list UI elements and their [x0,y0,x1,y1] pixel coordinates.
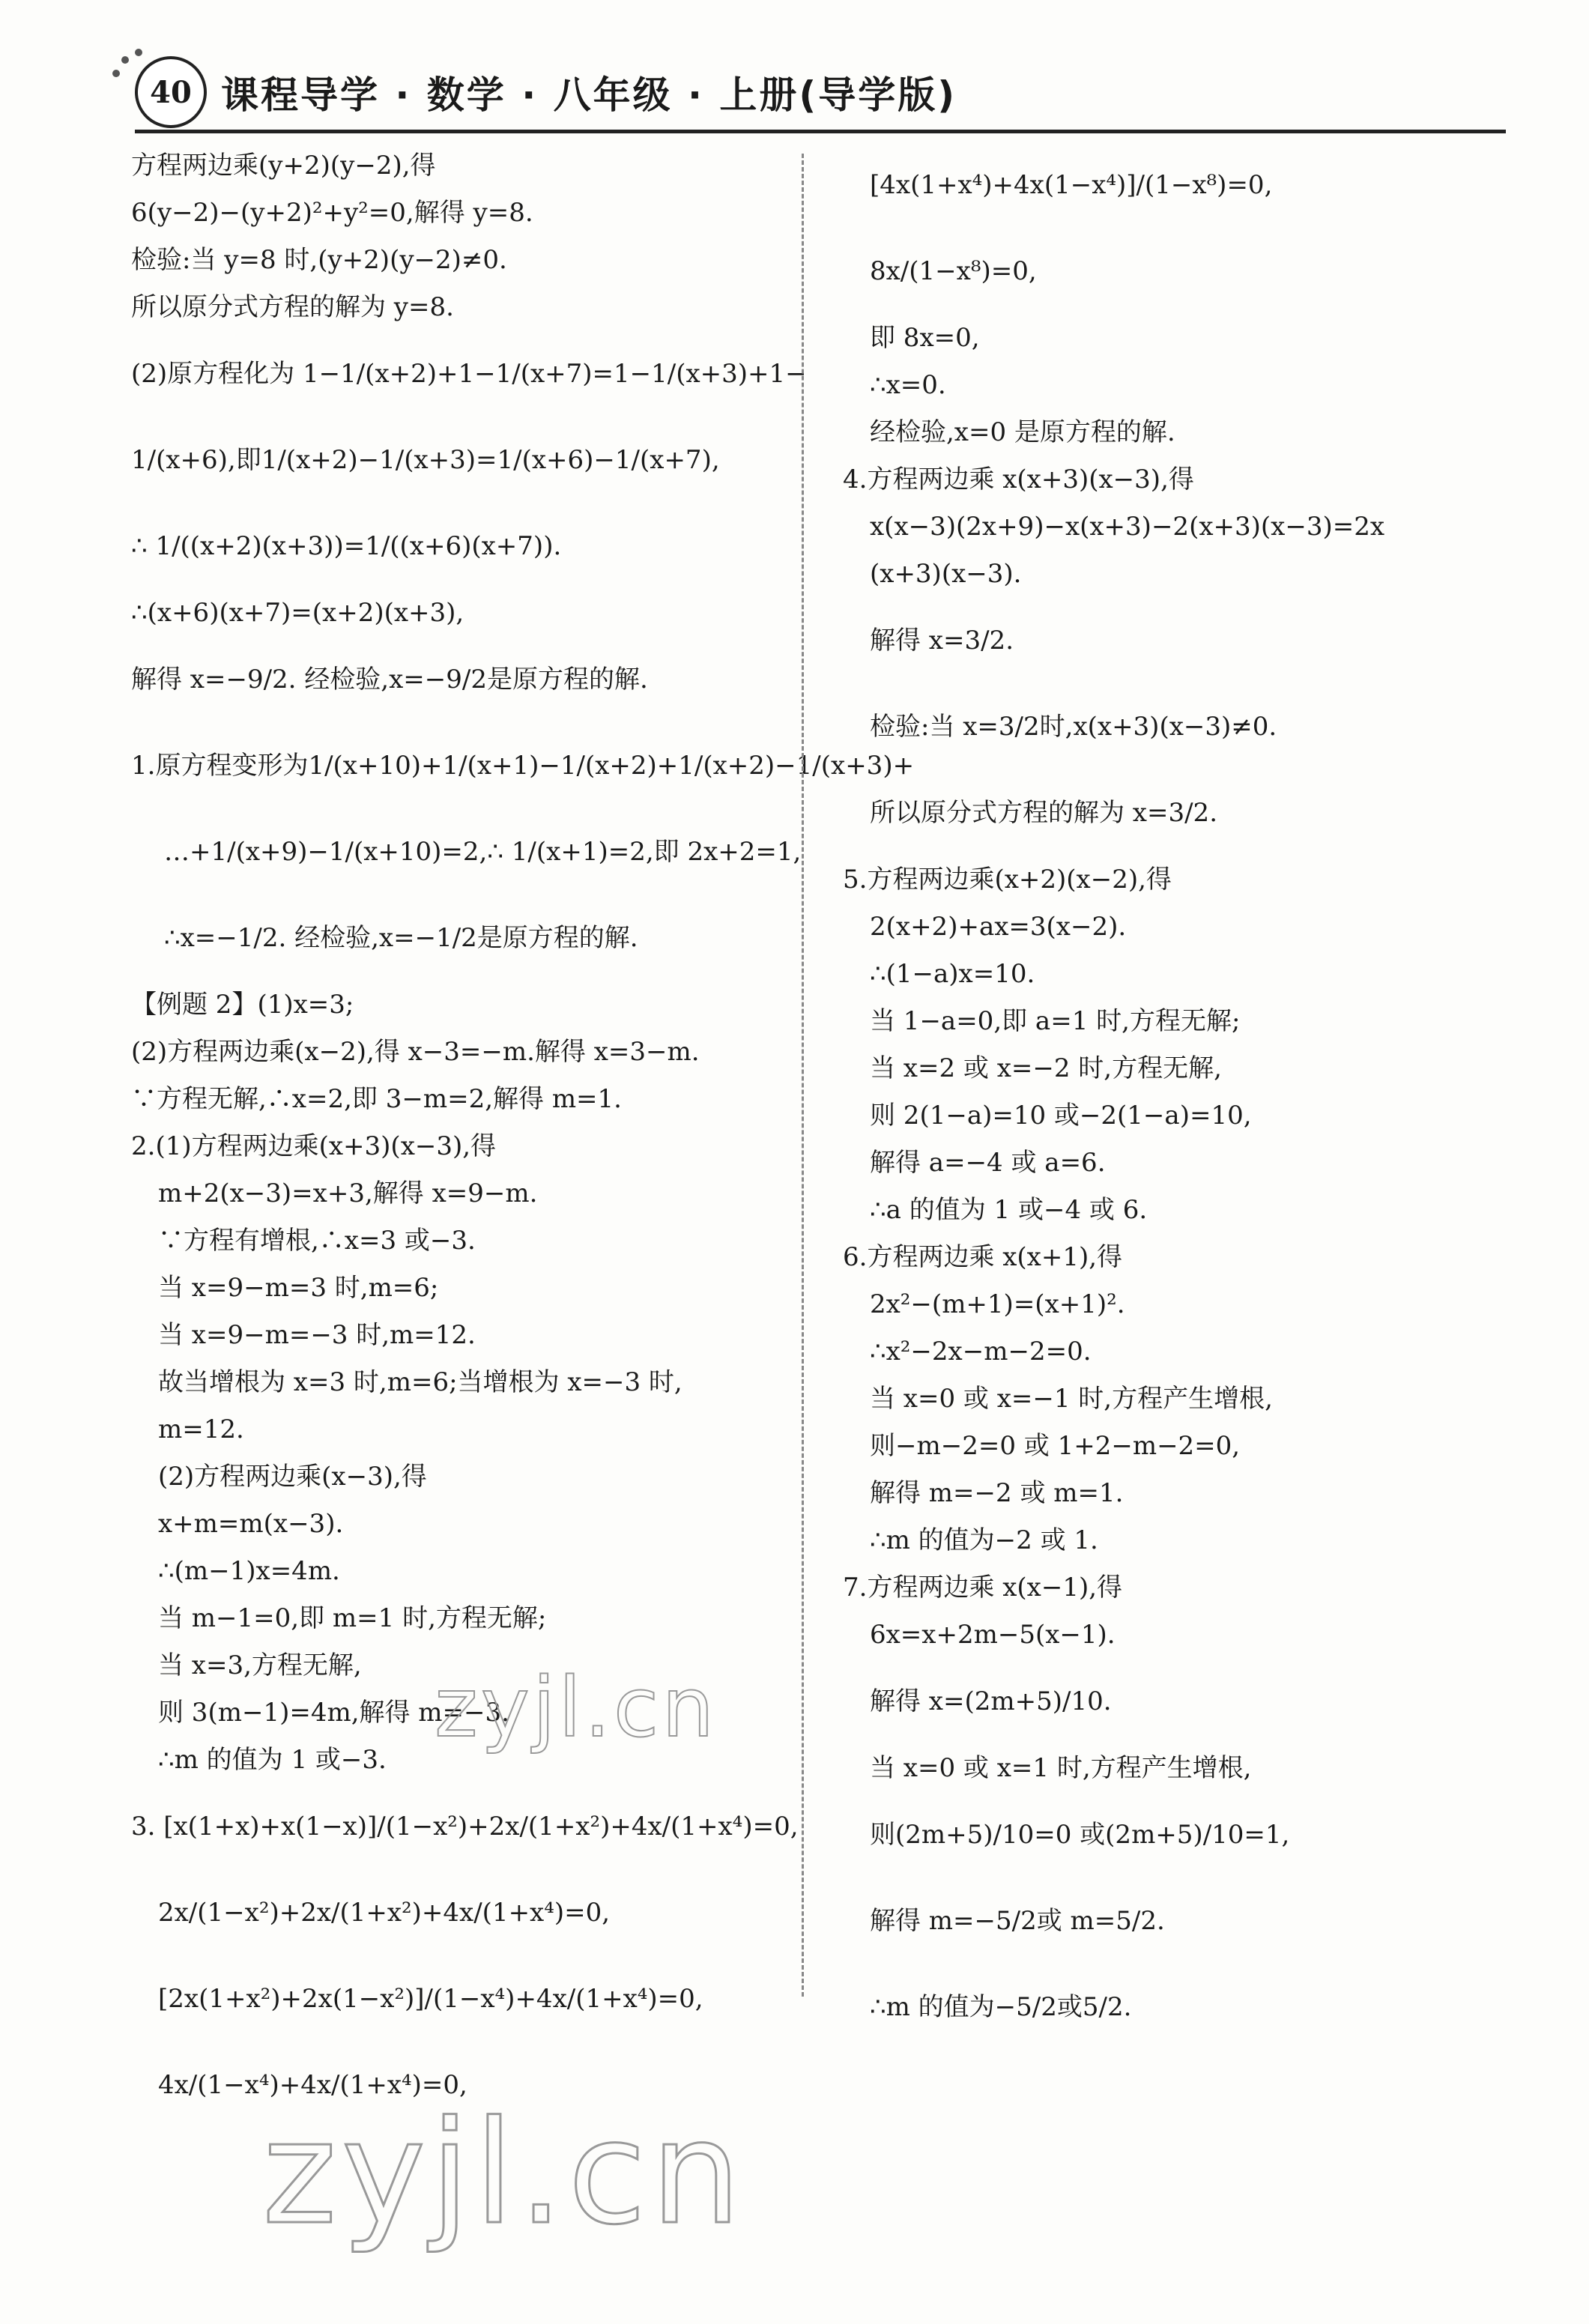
text-line: ∵方程有增根,∴x=3 或−3. [158,1226,476,1256]
text-line: 2.(1)方程两边乘(x+3)(x−3),得 [131,1131,497,1161]
text-line: 7.方程两边乘 x(x−1),得 [843,1573,1123,1603]
text-line: 4x/(1−x⁴)+4x/(1+x⁴)=0, [158,2070,467,2100]
text-line: 8x/(1−x⁸)=0, [870,256,1037,286]
text-line: 方程两边乘(y+2)(y−2),得 [131,151,436,181]
text-line: 检验:当 y=8 时,(y+2)(y−2)≠0. [131,245,507,275]
text-line: 经检验,x=0 是原方程的解. [870,417,1175,447]
text-line: 2(x+2)+ax=3(x−2). [870,912,1127,942]
text-line: (2)方程两边乘(x−2),得 x−3=−m.解得 x=3−m. [131,1037,700,1067]
text-line: 当 x=0 或 x=−1 时,方程产生增根, [870,1384,1273,1414]
text-line: ∴ 1/((x+2)(x+3))=1/((x+6)(x+7)). [131,531,562,561]
text-line: 所以原分式方程的解为 y=8. [131,292,454,322]
text-line: 1/(x+6),即1/(x+2)−1/(x+3)=1/(x+6)−1/(x+7), [131,445,720,475]
text-line: 则(2m+5)/10=0 或(2m+5)/10=1, [870,1820,1290,1850]
text-line: ∴x=−1/2. 经检验,x=−1/2是原方程的解. [164,923,638,953]
text-line: 3. [x(1+x)+x(1−x)]/(1−x²)+2x/(1+x²)+4x/(1+x⁴)=0, [131,1812,799,1842]
text-line: 解得 x=3/2. [870,626,1014,656]
text-line: ∴a 的值为 1 或−4 或 6. [870,1195,1148,1225]
text-line: ∴(1−a)x=10. [870,959,1035,989]
text-line: ∴(m−1)x=4m. [158,1556,340,1586]
text-line: [4x(1+x⁴)+4x(1−x⁴)]/(1−x⁸)=0, [870,170,1273,200]
page-number: 40 [135,56,207,128]
text-line: [2x(1+x²)+2x(1−x²)]/(1−x⁴)+4x/(1+x⁴)=0, [158,1984,703,2014]
text-line: 解得 x=−9/2. 经检验,x=−9/2是原方程的解. [131,665,648,695]
text-line: 当 x=9−m=−3 时,m=12. [158,1320,476,1350]
text-line: 当 x=9−m=3 时,m=6; [158,1273,439,1303]
text-line: …+1/(x+9)−1/(x+10)=2,∴ 1/(x+1)=2,即 2x+2=1, [164,837,802,867]
text-line: 即 8x=0, [870,323,980,353]
watermark: zyjl.cn [262,2090,746,2256]
text-line: 解得 x=(2m+5)/10. [870,1686,1112,1716]
text-line: 解得 a=−4 或 a=6. [870,1148,1106,1178]
text-line: ∴x=0. [870,370,946,400]
text-line: (x+3)(x−3). [870,559,1022,589]
text-line: m+2(x−3)=x+3,解得 x=9−m. [158,1178,538,1208]
text-line: ∴(x+6)(x+7)=(x+2)(x+3), [131,598,464,628]
text-line: 6(y−2)−(y+2)²+y²=0,解得 y=8. [131,198,533,228]
text-line: ∴m 的值为−5/2或5/2. [870,1992,1132,2022]
text-line: m=12. [158,1414,244,1444]
text-line: 解得 m=−5/2或 m=5/2. [870,1906,1165,1936]
column-divider [802,154,804,1997]
text-line: ∴m 的值为 1 或−3. [158,1745,387,1775]
text-line: ∴x²−2x−m−2=0. [870,1337,1092,1367]
text-line: 则−m−2=0 或 1+2−m−2=0, [870,1431,1241,1461]
text-line: 检验:当 x=3/2时,x(x+3)(x−3)≠0. [870,712,1277,742]
text-line: 5.方程两边乘(x+2)(x−2),得 [843,865,1172,895]
text-line: 当 x=2 或 x=−2 时,方程无解, [870,1053,1222,1083]
text-line: (2)方程两边乘(x−3),得 [158,1462,427,1492]
right-column [843,142,1517,2051]
text-line: 解得 m=−2 或 m=1. [870,1478,1124,1508]
page-header [112,41,1506,131]
text-line: 2x²−(m+1)=(x+1)². [870,1289,1125,1319]
header-title: 课程导学 · 数学 · 八年级 · 上册(导学版) [221,73,957,117]
text-line: 6x=x+2m−5(x−1). [870,1620,1116,1650]
example-heading: 【例题 2】(1)x=3; [131,990,354,1020]
text-line: 2x/(1−x²)+2x/(1+x²)+4x/(1+x⁴)=0, [158,1898,611,1928]
text-line: ∵方程无解,∴x=2,即 3−m=2,解得 m=1. [131,1084,622,1114]
text-line: 4.方程两边乘 x(x+3)(x−3),得 [843,465,1194,494]
text-line: x+m=m(x−3). [158,1509,344,1539]
watermark: zyjl.cn [435,1659,718,1755]
text-line: (2)原方程化为 1−1/(x+2)+1−1/(x+7)=1−1/(x+3)+1− [131,359,807,389]
text-line: 1.原方程变形为1/(x+10)+1/(x+1)−1/(x+2)+1/(x+2)−1/(x+3)+ [131,751,915,781]
text-line: 则 2(1−a)=10 或−2(1−a)=10, [870,1101,1252,1131]
text-line: 故当增根为 x=3 时,m=6;当增根为 x=−3 时, [158,1367,682,1397]
text-line: 当 x=3,方程无解, [158,1650,362,1680]
header-rule [135,130,1506,133]
text-line: ∴m 的值为−2 或 1. [870,1525,1098,1555]
text-line: 则 3(m−1)=4m,解得 m=−3. [158,1698,509,1728]
text-line: 当 1−a=0,即 a=1 时,方程无解; [870,1006,1241,1036]
text-line: 当 m−1=0,即 m=1 时,方程无解; [158,1603,547,1633]
text-line: 6.方程两边乘 x(x+1),得 [843,1242,1123,1272]
text-line: 当 x=0 或 x=1 时,方程产生增根, [870,1753,1252,1783]
text-line: 所以原分式方程的解为 x=3/2. [870,798,1217,828]
text-line: x(x−3)(2x+9)−x(x+3)−2(x+3)(x−3)=2x [870,512,1385,542]
